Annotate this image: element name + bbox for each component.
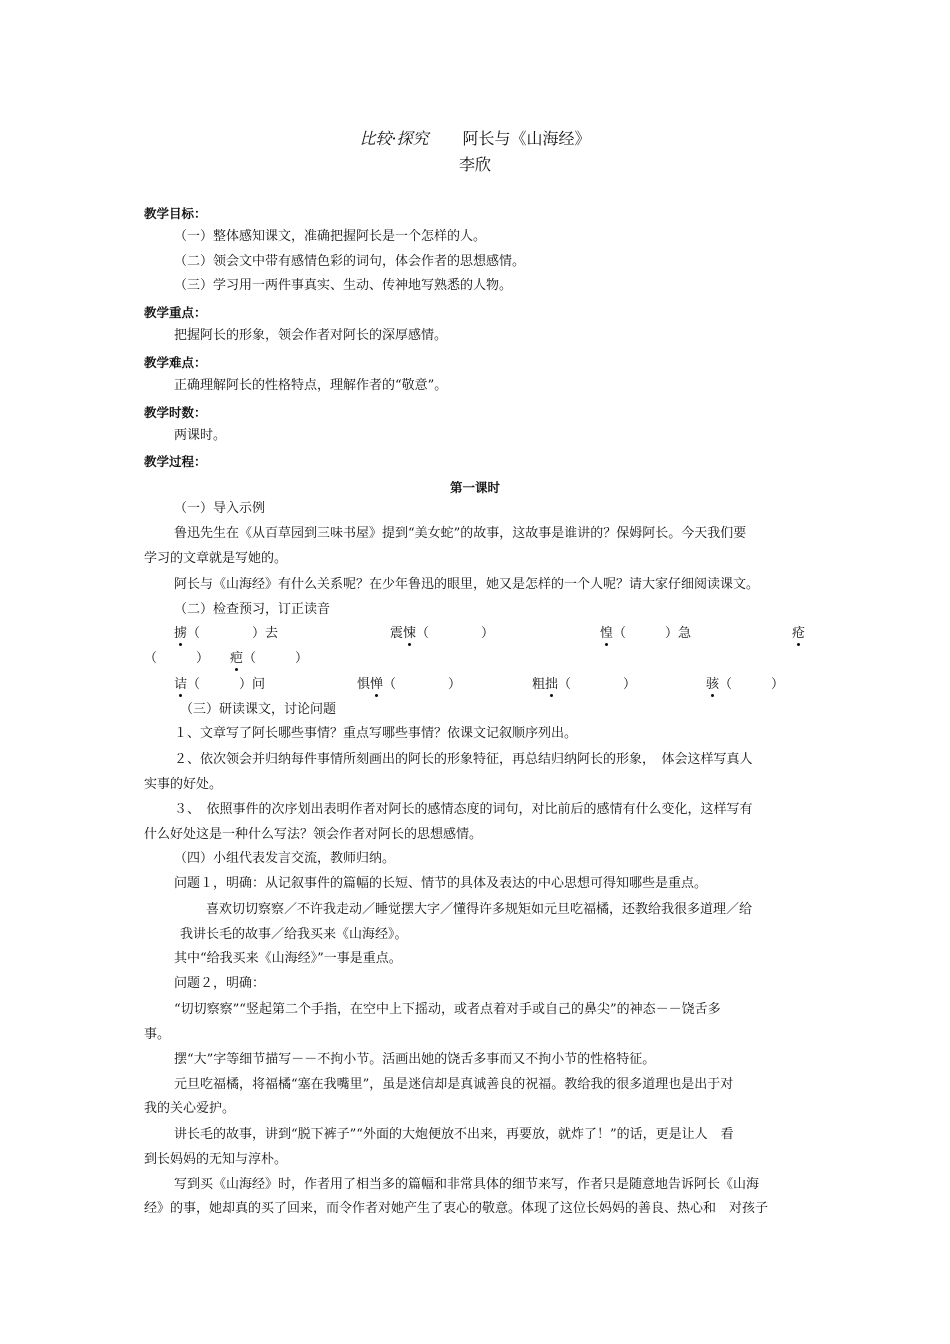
answer-line: 写到买《山海经》时，作者用了相当多的篇幅和非常具体的细节来写，作者只是随意地告诉阿长《山海: [174, 1177, 760, 1192]
difficulty-text: 正确理解阿长的性格特点，理解作者的“敬意”。: [174, 378, 448, 393]
dotted-char: 疮: [792, 626, 806, 641]
vocab-item: 惧惮（ ）: [357, 677, 462, 692]
vocab-item: 震悚（ ）: [390, 626, 495, 641]
check-heading: （二）检查预习，订正读音: [174, 602, 331, 617]
dotted-char: 惮: [370, 677, 384, 692]
paragraph-line: 鲁迅先生在《从百草园到三味书屋》提到“美女蛇”的故事，这故事是谁讲的？保姆阿长。今天我们要: [174, 526, 747, 541]
goals-heading: 教学目标：: [144, 206, 207, 221]
answer-line: 喜欢切切察察／不许我走动／睡觉摆大字／懂得许多规矩如元旦吃福橘，还教给我很多道理／给: [206, 902, 753, 917]
answer-line: 我的关心爱护。: [144, 1101, 236, 1116]
vocab-item: 掳（ ）去: [174, 626, 279, 641]
intro-heading: （一）导入示例: [174, 501, 266, 516]
key-text: 把握阿长的形象，领会作者对阿长的深厚感情。: [174, 328, 448, 343]
process-heading: 教学过程：: [144, 454, 207, 469]
dotted-char: 掳: [174, 626, 188, 641]
answer-line: 经》的事，她却真的买了回来，而令作者对她产生了衷心的敬意。体现了这位长妈妈的善良、热心和 对孩子: [144, 1201, 769, 1216]
answer-line: 问题２，明确：: [174, 976, 266, 991]
answer-line: 到长妈妈的无知与淳朴。: [144, 1152, 288, 1167]
question-line: ３、 依照事件的次序划出表明作者对阿长的感情态度的词句，对比前后的感情有什么变化，这样写有: [174, 802, 753, 817]
vocab-item: 疤（ ）: [230, 651, 309, 666]
dotted-char: 疤: [230, 651, 244, 666]
vocab-item: 骇（ ）: [706, 677, 785, 692]
answer-line: 元旦吃福橘，将福橘“塞在我嘴里”，虽是迷信却是真诚善良的祝福。教给我的很多道理也是出于对: [174, 1077, 734, 1092]
question-line: 实事的好处。: [144, 777, 223, 792]
time-heading: 教学时数：: [144, 405, 207, 420]
time-text: 两课时。: [174, 428, 227, 443]
answer-line: 其中“给我买来《山海经》”一事是重点。: [174, 951, 402, 966]
dotted-char: 惶: [600, 626, 614, 641]
answer-line: 问题１，明确：从记叙事件的篇幅的长短、情节的具体及表达的中心思想可得知哪些是重点。: [174, 876, 708, 891]
key-heading: 教学重点：: [144, 305, 207, 320]
goal-item: （二）领会文中带有感情色彩的词句，体会作者的思想感情。: [174, 254, 526, 269]
vocab-blank: （ ）: [144, 651, 210, 666]
question-line: 什么好处这是一种什么写法？领会作者对阿长的思想感情。: [144, 827, 483, 842]
document-title: [0, 126, 950, 149]
group-heading: （四）小组代表发言交流，教师归纳。: [174, 851, 396, 866]
answer-line: 事。: [144, 1027, 171, 1042]
answer-line: 我讲长毛的故事／给我买来《山海经》。: [180, 927, 408, 942]
study-heading: （三）研读课文，讨论问题: [180, 702, 337, 717]
question-line: ２、依次领会并归纳每件事情所刻画出的阿长的形象特征，再总结归纳阿长的形象， 体会这样写真人: [174, 752, 753, 767]
vocab-item: [792, 625, 805, 643]
goal-item: （三）学习用一两件事真实、生动、传神地写熟悉的人物。: [174, 278, 513, 293]
dotted-char: 诘: [174, 677, 188, 692]
dotted-char: 拙: [545, 677, 559, 692]
vocab-item: 诘（ ）问: [174, 677, 266, 692]
vocab-item: 粗拙（ ）: [532, 677, 637, 692]
answer-line: 讲长毛的故事，讲到“脱下裤子”“外面的大炮便放不出来，再要放，就炸了！”的话，更是让人 看: [174, 1127, 734, 1142]
dotted-char: 骇: [706, 677, 720, 692]
dotted-char: 悚: [403, 626, 417, 641]
difficulty-heading: 教学难点：: [144, 355, 207, 370]
answer-line: 摆“大”字等细节描写－－不拘小节。活画出她的饶舌多事而又不拘小节的性格特征。: [174, 1052, 656, 1067]
paragraph-line: 学习的文章就是写她的。: [144, 551, 288, 566]
title-prefix: 比较·探究: [359, 129, 429, 148]
question-line: １、文章写了阿长哪些事情？重点写哪些事情？依课文记叙顺序列出。: [174, 726, 578, 741]
title-main: 阿长与《山海经》: [462, 129, 591, 148]
vocab-item: 惶（ ）急: [600, 626, 692, 641]
goal-item: （一）整体感知课文，准确把握阿长是一个怎样的人。: [174, 229, 487, 244]
paragraph-line: 阿长与《山海经》有什么关系呢？在少年鲁迅的眼里，她又是怎样的一个人呢？请大家仔细阅读课文。: [174, 577, 760, 592]
lesson-heading: 第一课时: [449, 480, 500, 495]
author-name: 李欣: [458, 155, 491, 174]
answer-line: “切切察察”“竖起第二个手指，在空中上下摇动，或者点着对手或自己的鼻尖”的神态－－饶舌多: [174, 1002, 721, 1017]
